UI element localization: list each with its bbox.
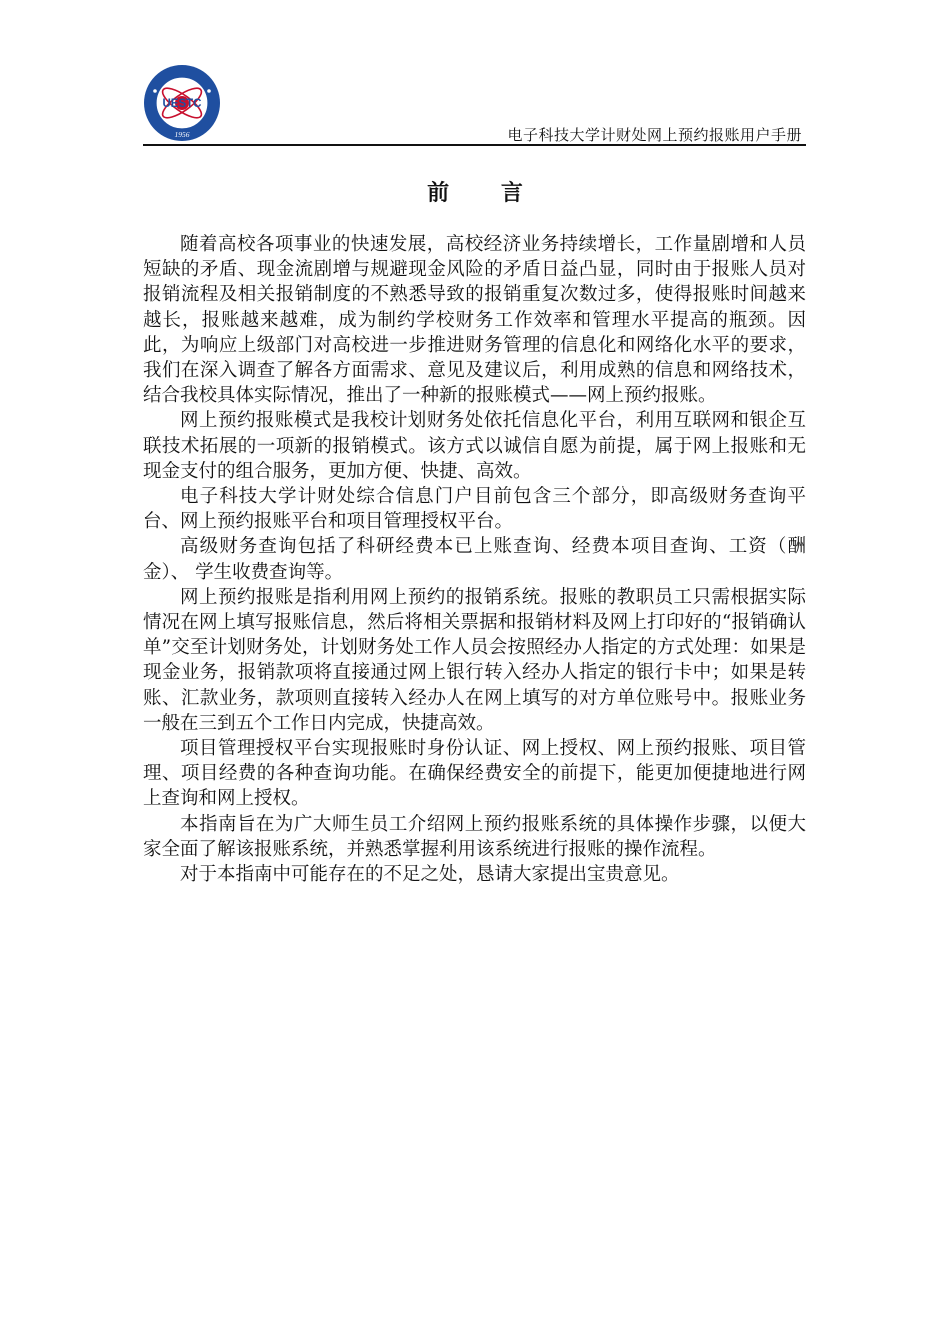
- running-title: 电子科技大学计财处网上预约报账用户手册: [507, 126, 802, 144]
- paragraph: 电子科技大学计财处综合信息门户目前包含三个部分，即高级财务查询平台、网上预约报账平台和项目管理授权平台。: [143, 486, 806, 533]
- header-rule: [143, 144, 806, 146]
- paragraph: 网上预约报账是指利用网上预约的报销系统。报账的教职员工只需根据实际情况在网上填写报账信息，然后将相关票据和报销材料及网上打印好的“报销确认单”交至计划财务处，计划财务处工作人员会按照经办人指定的方式处理：如果是现金业务，报销款项将直接通过网上银行转入经办人指定的银行卡中；如果是转账、汇款业务，款项则直接转入经办人在网上填写的对方单位账号中。报账业务一般在三到五个工作日内完成，快捷高效。: [143, 586, 806, 734]
- paragraph: 对于本指南中可能存在的不足之处，恳请大家提出宝贵意见。: [180, 864, 680, 886]
- paragraph: 项目管理授权平台实现报账时身份认证、网上授权、网上预约报账、项目管理、项目经费的各种查询功能。在确保经费安全的前提下，能更加便捷地进行网上查询和网上授权。: [143, 738, 806, 810]
- page-title: 前 言: [427, 180, 545, 206]
- logo-text: UESTC: [162, 98, 202, 110]
- preface-body: [143, 232, 806, 887]
- paragraph: 本指南旨在为广大师生员工介绍网上预约报账系统的具体操作步骤，以便大家全面了解该报账系统，并熟悉掌握利用该系统进行报账的操作流程。: [143, 813, 806, 860]
- paragraph: 高级财务查询包括了科研经费本已上账查询、经费本项目查询、工资（酬金）、 学生收费查询等。: [143, 536, 806, 583]
- paragraph: 随着高校各项事业的快速发展，高校经济业务持续增长，工作量剧增和人员短缺的矛盾、现金流剧增与规避现金风险的矛盾日益凸显，同时由于报账人员对报销流程及相关报销制度的不熟悉导致的报销重复次数过多，使得报账时间越来越长，报账越来越难，成为制约学校财务工作效率和管理水平提高的瓶颈。因此，为响应上级部门对高校进一步推进财务管理的信息化和网络化水平的要求，我们在深入调查了解各方面需求、意见及建议后，利用成熟的信息和网络技术，结合我校具体实际情况，推出了一种新的报账模式——网上预约报账。: [143, 234, 806, 407]
- logo-year: 1956: [174, 130, 190, 139]
- university-logo-icon: [143, 64, 221, 142]
- paragraph: 网上预约报账模式是我校计划财务处依托信息化平台，利用互联网和银企互联技术拓展的一项新的报销模式。该方式以诚信自愿为前提，属于网上报账和无现金支付的组合服务，更加方便、快捷、高效。: [143, 410, 806, 482]
- page-header: [143, 64, 806, 146]
